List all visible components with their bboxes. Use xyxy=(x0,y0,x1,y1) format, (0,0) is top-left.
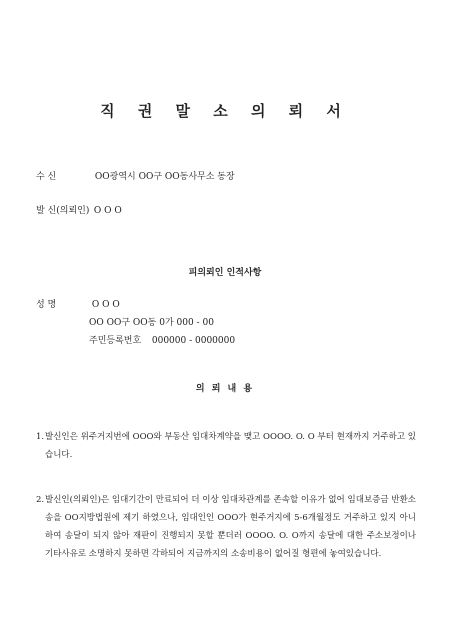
content-heading: 의 뢰 내 용 xyxy=(195,384,255,394)
subject-id-row xyxy=(89,333,235,346)
recipient-row xyxy=(36,169,235,182)
sender-label: 발 신(의뢰인) xyxy=(36,206,90,216)
subject-address: OO OO구 OO동 0가 000 - 00 xyxy=(89,318,214,328)
recipient-label: 수 신 xyxy=(36,172,57,182)
subject-id-value: 000000 - 0000000 xyxy=(151,336,236,346)
recipient-value: OO광역시 OO구 OO동사무소 동장 xyxy=(94,172,235,182)
sender-row xyxy=(36,203,122,216)
paragraph-text: 발신인은 위주거지번에 OOO와 부동산 임대차계약을 맺고 OOOO. O. O 부터 현재까지 거주하고 있습니다. xyxy=(45,432,416,460)
subject-name-row xyxy=(36,297,120,310)
paragraph-2 xyxy=(36,491,416,563)
paragraph-number: 2. xyxy=(36,495,45,505)
subject-id-label: 주민등록번호 xyxy=(89,336,142,346)
paragraph-1 xyxy=(36,428,416,464)
sender-value: O O O xyxy=(93,206,122,216)
paragraph-text: 발신인(의뢰인)은 임대기간이 만료되어 더 이상 임대차관계를 존속할 이유가 없어 임대보증금 반환소송을 OO지방법원에 제기 하였으나, 임대인인 OOO가 현주거지에 5-6개월정도 거주하고 있지 아니하여 송달이 되지 않아 재판이 진행되지 못할 뿐더러 OOOO. O. O까지 송달에 대한 주소보정이나 기타사유로 소명하지 못하면 각하되어 지금까지의 소송비용이 없어질 형편에 놓여있습니다. xyxy=(45,495,416,559)
document-title: 직 권 말 소 의 뢰 서 xyxy=(100,102,350,120)
subject-name-label: 성 명 xyxy=(36,300,57,310)
subject-heading: 피의뢰인 인적사항 xyxy=(188,268,262,278)
paragraph-number: 1. xyxy=(36,432,45,442)
subject-name-value: O O O xyxy=(91,300,120,310)
